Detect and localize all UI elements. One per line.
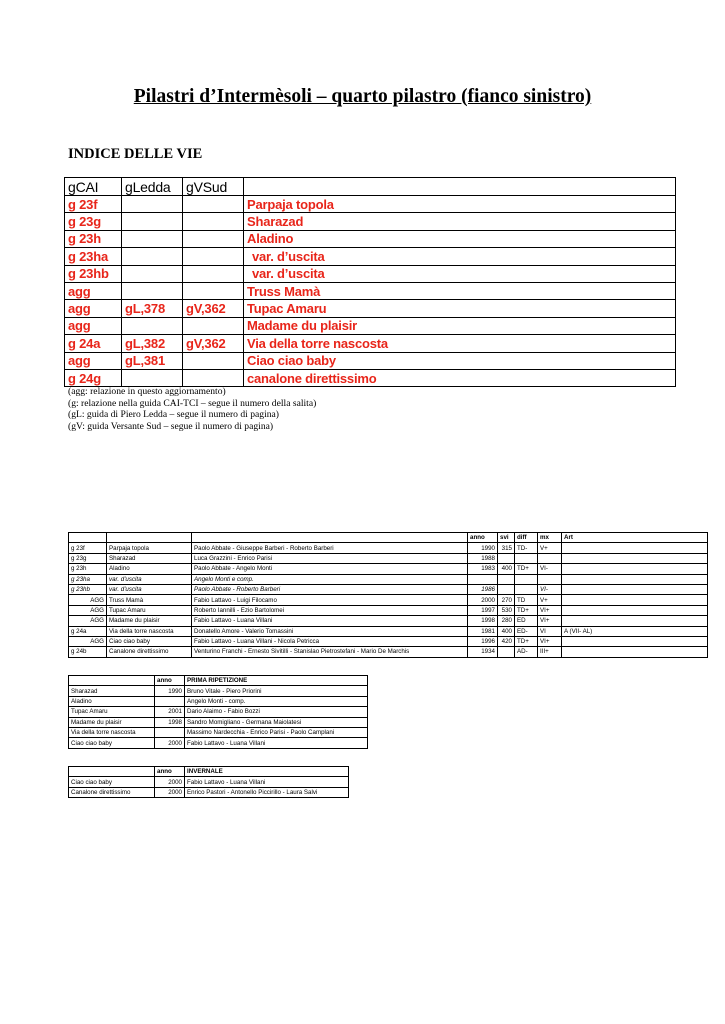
route-index-table — [64, 177, 676, 387]
index-header-cell: gVSud — [183, 178, 244, 196]
route-diff: TD+ — [515, 605, 538, 615]
route-code: g 23h — [69, 564, 107, 574]
route-diff: AD- — [515, 647, 538, 657]
route-name: Ciao ciao baby — [107, 636, 192, 646]
index-cai-ref: g 23ha — [65, 248, 122, 265]
index-ledda-ref — [122, 282, 183, 299]
route-anno: 1986 — [468, 584, 498, 594]
route-diff — [515, 553, 538, 563]
prima-row — [69, 686, 368, 696]
index-vsud-ref — [183, 248, 244, 265]
invernale-year: 2000 — [155, 787, 185, 797]
route-name: Sharazad — [107, 553, 192, 563]
route-mx: III+ — [538, 647, 562, 657]
prima-climbers: Angelo Monti - comp. — [185, 696, 368, 706]
route-svi — [498, 647, 515, 657]
index-row — [65, 213, 676, 230]
index-vsud-ref — [183, 369, 244, 386]
prima-header-who: PRIMA RIPETIZIONE — [185, 676, 368, 686]
prima-year: 2000 — [155, 738, 185, 748]
route-climbers: Fabio Lattavo - Luana Villani - Nicola Petricca — [192, 636, 468, 646]
index-row — [65, 196, 676, 213]
route-svi — [498, 574, 515, 584]
prima-climbers: Bruno Vitale - Piero Priorini — [185, 686, 368, 696]
invernale-row — [69, 787, 349, 797]
route-climbers: Paolo Abbate - Angelo Monti — [192, 564, 468, 574]
route-name: Truss Mamà — [107, 595, 192, 605]
invernale-climbers: Enrico Pastori - Antonello Piccirillo - Laura Salvi — [185, 787, 349, 797]
invernale-header-name — [69, 767, 155, 777]
route-name: var. d'uscita — [107, 584, 192, 594]
legend-note: (gV: guida Versante Sud – segue il numero di pagina) — [68, 420, 274, 432]
index-vsud-ref — [183, 265, 244, 282]
route-mx: V+ — [538, 595, 562, 605]
prima-row — [69, 717, 368, 727]
index-ledda-ref — [122, 230, 183, 247]
route-climbers: Donatello Amore - Valerio Tomassini — [192, 626, 468, 636]
route-name: Madame du plaisir — [107, 616, 192, 626]
page-title: Pilastri d’Intermèsoli – quarto pilastro (fianco sinistro) — [133, 86, 592, 107]
prima-route-name: Sharazad — [69, 686, 155, 696]
index-row — [65, 317, 676, 334]
route-anno: 1988 — [468, 553, 498, 563]
prima-row — [69, 727, 368, 737]
route-climbers: Fabio Lattavo - Luigi Filocamo — [192, 595, 468, 605]
route-diff: TD+ — [515, 636, 538, 646]
legend-note: (g: relazione nella guida CAI-TCI – segue il numero della salita) — [68, 397, 317, 409]
index-cai-ref: g 23f — [65, 196, 122, 213]
prima-climbers: Sandro Momigliano - Germana Maiolatesi — [185, 717, 368, 727]
index-ledda-ref — [122, 265, 183, 282]
routes-header-svi: svi — [498, 533, 515, 543]
route-svi: 400 — [498, 564, 515, 574]
route-mx: VI — [538, 626, 562, 636]
route-diff: ED — [515, 616, 538, 626]
prima-route-name: Madame du plaisir — [69, 717, 155, 727]
legend-notes — [68, 386, 316, 432]
route-svi: 420 — [498, 636, 515, 646]
route-diff — [515, 584, 538, 594]
routes-row — [69, 616, 708, 626]
routes-header-anno: anno — [468, 533, 498, 543]
route-name: Tupac Amaru — [107, 605, 192, 615]
invernale-header-row — [69, 767, 349, 777]
legend-note: (gL: guida di Piero Ledda – segue il numero di pagina) — [68, 409, 280, 420]
index-row — [65, 352, 676, 369]
index-ledda-ref — [122, 196, 183, 213]
index-ledda-ref — [122, 248, 183, 265]
prima-header-anno: anno — [155, 676, 185, 686]
routes-row — [69, 595, 708, 605]
invernale-header-anno: anno — [155, 767, 185, 777]
route-climbers: Luca Grazzini - Enrico Parisi — [192, 553, 468, 563]
route-code: g 23g — [69, 553, 107, 563]
prima-year — [155, 727, 185, 737]
route-art — [562, 553, 708, 563]
index-vsud-ref — [183, 196, 244, 213]
route-code: AGG — [69, 605, 107, 615]
route-svi: 270 — [498, 595, 515, 605]
prima-row — [69, 738, 368, 748]
routes-row — [69, 553, 708, 563]
index-vsud-ref — [183, 317, 244, 334]
invernale-year: 2000 — [155, 777, 185, 787]
route-name: var. d'uscita — [107, 574, 192, 584]
route-code: g 24a — [69, 626, 107, 636]
route-diff: ED- — [515, 626, 538, 636]
index-header-cell — [244, 178, 676, 196]
index-route-name: var. d’uscita — [244, 248, 676, 265]
route-name: Parpaja topola — [107, 543, 192, 553]
index-ledda-ref — [122, 213, 183, 230]
index-route-name: Sharazad — [244, 213, 676, 230]
route-anno: 1983 — [468, 564, 498, 574]
index-row — [65, 369, 676, 386]
prima-row — [69, 707, 368, 717]
route-climbers: Angelo Monti e comp. — [192, 574, 468, 584]
routes-row — [69, 574, 708, 584]
invernale-route-name: Canalone direttissimo — [69, 787, 155, 797]
routes-header-row — [69, 533, 708, 543]
routes-row — [69, 564, 708, 574]
route-diff — [515, 574, 538, 584]
route-mx: VI- — [538, 584, 562, 594]
route-code: AGG — [69, 636, 107, 646]
prima-climbers: Fabio Lattavo - Luana Villani — [185, 738, 368, 748]
routes-row — [69, 605, 708, 615]
prima-route-name: Ciao ciao baby — [69, 738, 155, 748]
route-svi: 280 — [498, 616, 515, 626]
index-route-name: var. d’uscita — [244, 265, 676, 282]
index-route-name: Truss Mamà — [244, 282, 676, 299]
route-climbers: Paolo Abbate - Giuseppe Barberi - Roberto Barberi — [192, 543, 468, 553]
route-name: Via della torre nascosta — [107, 626, 192, 636]
index-vsud-ref: gV,362 — [183, 335, 244, 352]
prima-year: 1990 — [155, 686, 185, 696]
routes-header-climbers — [192, 533, 468, 543]
index-row — [65, 265, 676, 282]
route-art — [562, 574, 708, 584]
route-code: AGG — [69, 616, 107, 626]
route-diff: TD+ — [515, 564, 538, 574]
route-anno: 1934 — [468, 647, 498, 657]
route-mx — [538, 574, 562, 584]
winter-ascent-table — [68, 766, 349, 798]
route-name: Aladino — [107, 564, 192, 574]
index-row — [65, 248, 676, 265]
index-row — [65, 335, 676, 352]
index-cai-ref: g 23g — [65, 213, 122, 230]
route-name: Canalone direttissimo — [107, 647, 192, 657]
route-anno: 2000 — [468, 595, 498, 605]
route-art — [562, 636, 708, 646]
route-anno: 1998 — [468, 616, 498, 626]
index-route-name: Tupac Amaru — [244, 300, 676, 317]
index-row — [65, 300, 676, 317]
index-cai-ref: g 24a — [65, 335, 122, 352]
route-art — [562, 616, 708, 626]
route-svi: 315 — [498, 543, 515, 553]
index-header-row — [65, 178, 676, 196]
route-art — [562, 605, 708, 615]
route-svi — [498, 584, 515, 594]
route-climbers: Venturino Franchi - Ernesto Sivitilli - Stanislao Pietrostefani - Mario De Marchis — [192, 647, 468, 657]
invernale-route-name: Ciao ciao baby — [69, 777, 155, 787]
route-climbers: Roberto Iannilli - Ezio Bartolomei — [192, 605, 468, 615]
index-ledda-ref — [122, 317, 183, 334]
route-mx: V+ — [538, 543, 562, 553]
prima-year: 2001 — [155, 707, 185, 717]
index-cai-ref: agg — [65, 352, 122, 369]
prima-climbers: Dario Alaimo - Fabio Bozzi — [185, 707, 368, 717]
routes-header-code — [69, 533, 107, 543]
route-mx: VI- — [538, 564, 562, 574]
routes-header-art: Art — [562, 533, 708, 543]
index-route-name: Via della torre nascosta — [244, 335, 676, 352]
routes-row — [69, 636, 708, 646]
route-art — [562, 595, 708, 605]
route-climbers: Fabio Lattavo - Luana Villani — [192, 616, 468, 626]
prima-header-name — [69, 676, 155, 686]
index-ledda-ref — [122, 369, 183, 386]
index-route-name: Parpaja topola — [244, 196, 676, 213]
section-heading: INDICE DELLE VIE — [68, 146, 203, 162]
index-cai-ref: g 23hb — [65, 265, 122, 282]
route-mx: VI+ — [538, 636, 562, 646]
route-diff: TD- — [515, 543, 538, 553]
route-svi — [498, 553, 515, 563]
route-anno: 1996 — [468, 636, 498, 646]
route-art — [562, 584, 708, 594]
index-vsud-ref — [183, 282, 244, 299]
route-anno: 1990 — [468, 543, 498, 553]
route-code: g 23hb — [69, 584, 107, 594]
index-row — [65, 230, 676, 247]
index-vsud-ref — [183, 352, 244, 369]
prima-route-name: Via della torre nascosta — [69, 727, 155, 737]
index-cai-ref: agg — [65, 300, 122, 317]
route-anno: 1997 — [468, 605, 498, 615]
first-repetition-table — [68, 675, 368, 749]
route-climbers: Paolo Abbate - Roberto Barberi — [192, 584, 468, 594]
route-code: g 23ha — [69, 574, 107, 584]
index-cai-ref: agg — [65, 282, 122, 299]
index-cai-ref: agg — [65, 317, 122, 334]
index-ledda-ref: gL,381 — [122, 352, 183, 369]
routes-row — [69, 647, 708, 657]
index-route-name: canalone direttissimo — [244, 369, 676, 386]
route-anno: 1981 — [468, 626, 498, 636]
index-ledda-ref: gL,378 — [122, 300, 183, 317]
index-ledda-ref: gL,382 — [122, 335, 183, 352]
prima-climbers: Massimo Nardecchia - Enrico Parisi - Paolo Camplani — [185, 727, 368, 737]
index-cai-ref: g 24g — [65, 369, 122, 386]
routes-table — [68, 532, 708, 658]
route-art — [562, 564, 708, 574]
index-vsud-ref: gV,362 — [183, 300, 244, 317]
route-mx — [538, 553, 562, 563]
index-route-name: Aladino — [244, 230, 676, 247]
route-code: g 24b — [69, 647, 107, 657]
route-svi: 400 — [498, 626, 515, 636]
route-mx: VI+ — [538, 616, 562, 626]
index-row — [65, 282, 676, 299]
index-route-name: Madame du plaisir — [244, 317, 676, 334]
routes-row — [69, 626, 708, 636]
route-diff: TD — [515, 595, 538, 605]
index-vsud-ref — [183, 230, 244, 247]
invernale-header-who: INVERNALE — [185, 767, 349, 777]
legend-note: (agg: relazione in questo aggiornamento) — [68, 386, 226, 397]
index-cai-ref: g 23h — [65, 230, 122, 247]
route-art: A (VII- AL) — [562, 626, 708, 636]
index-vsud-ref — [183, 213, 244, 230]
route-svi: 530 — [498, 605, 515, 615]
route-mx: VI+ — [538, 605, 562, 615]
invernale-climbers: Fabio Lattavo - Luana Villani — [185, 777, 349, 787]
prima-year — [155, 696, 185, 706]
prima-route-name: Aladino — [69, 696, 155, 706]
prima-row — [69, 696, 368, 706]
invernale-row — [69, 777, 349, 787]
route-art — [562, 543, 708, 553]
route-code: g 23f — [69, 543, 107, 553]
routes-header-mx: mx — [538, 533, 562, 543]
index-header-cell: gCAI — [65, 178, 122, 196]
prima-header-row — [69, 676, 368, 686]
prima-year: 1998 — [155, 717, 185, 727]
prima-route-name: Tupac Amaru — [69, 707, 155, 717]
routes-header-diff: diff — [515, 533, 538, 543]
routes-header-name — [107, 533, 192, 543]
routes-row — [69, 543, 708, 553]
routes-row — [69, 584, 708, 594]
index-route-name: Ciao ciao baby — [244, 352, 676, 369]
route-art — [562, 647, 708, 657]
index-header-cell: gLedda — [122, 178, 183, 196]
route-anno — [468, 574, 498, 584]
route-code: AGG — [69, 595, 107, 605]
